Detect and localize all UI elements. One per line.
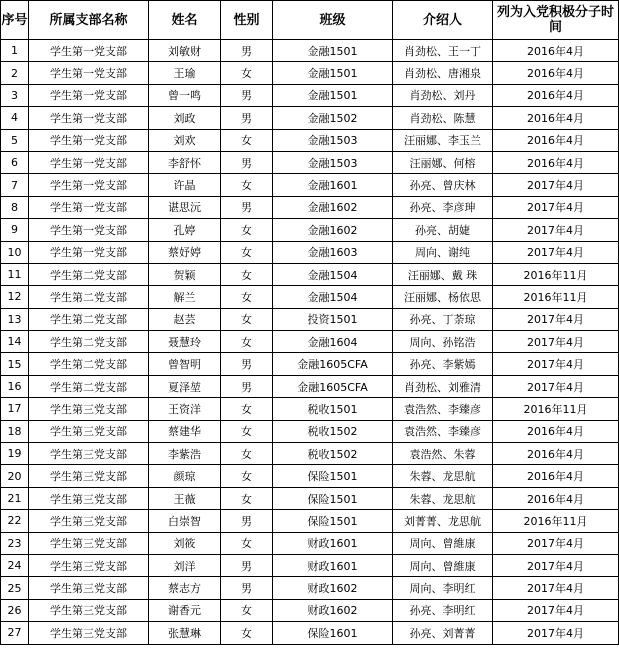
- cell-class: 金融1603: [273, 241, 393, 263]
- table-row: [1, 219, 619, 241]
- cell-branch: 学生第一党支部: [29, 196, 149, 218]
- cell-introducer: 周向、谢纯: [393, 241, 493, 263]
- cell-index: 22: [1, 510, 29, 532]
- cell-class: 金融1502: [273, 107, 393, 129]
- cell-index: 11: [1, 263, 29, 285]
- table-row: [1, 375, 619, 397]
- cell-branch: 学生第二党支部: [29, 375, 149, 397]
- cell-date: 2017年4月: [493, 554, 619, 576]
- cell-introducer: 周向、李明红: [393, 577, 493, 599]
- cell-date: 2016年4月: [493, 129, 619, 151]
- cell-index: 17: [1, 398, 29, 420]
- cell-class: 财政1601: [273, 554, 393, 576]
- cell-index: 9: [1, 219, 29, 241]
- table-row: [1, 40, 619, 62]
- header-class: 班级: [273, 1, 393, 40]
- cell-class: 税收1502: [273, 420, 393, 442]
- cell-branch: 学生第二党支部: [29, 331, 149, 353]
- table-row: [1, 532, 619, 554]
- table-row: [1, 62, 619, 84]
- cell-name: 李舒怀: [149, 151, 221, 173]
- cell-gender: 女: [221, 331, 273, 353]
- header-index: 序号: [1, 1, 29, 40]
- cell-branch: 学生第三党支部: [29, 443, 149, 465]
- cell-introducer: 汪丽娜、何榕: [393, 151, 493, 173]
- cell-gender: 男: [221, 196, 273, 218]
- cell-branch: 学生第一党支部: [29, 241, 149, 263]
- cell-date: 2017年4月: [493, 622, 619, 644]
- cell-date: 2017年4月: [493, 375, 619, 397]
- table-row: [1, 331, 619, 353]
- cell-class: 保险1501: [273, 510, 393, 532]
- cell-introducer: 周向、曾維康: [393, 532, 493, 554]
- cell-branch: 学生第二党支部: [29, 286, 149, 308]
- table-row: [1, 129, 619, 151]
- table-row: [1, 443, 619, 465]
- header-branch: 所属支部名称: [29, 1, 149, 40]
- cell-gender: 女: [221, 308, 273, 330]
- cell-index: 21: [1, 487, 29, 509]
- cell-class: 金融1605CFA: [273, 375, 393, 397]
- cell-introducer: 汪丽娜、戴 珠: [393, 263, 493, 285]
- cell-introducer: 肖劲松、刘雅清: [393, 375, 493, 397]
- table-body: [1, 40, 619, 645]
- cell-date: 2016年11月: [493, 286, 619, 308]
- cell-index: 16: [1, 375, 29, 397]
- cell-index: 1: [1, 40, 29, 62]
- header-introducer: 介绍人: [393, 1, 493, 40]
- cell-name: 谢香元: [149, 599, 221, 621]
- cell-name: 蔡建华: [149, 420, 221, 442]
- cell-branch: 学生第二党支部: [29, 353, 149, 375]
- table-row: [1, 196, 619, 218]
- cell-date: 2016年4月: [493, 151, 619, 173]
- table-header: [1, 1, 619, 40]
- table-row: [1, 84, 619, 106]
- cell-gender: 女: [221, 286, 273, 308]
- cell-class: 财政1602: [273, 577, 393, 599]
- cell-date: 2016年4月: [493, 487, 619, 509]
- cell-date: 2017年4月: [493, 196, 619, 218]
- cell-class: 金融1501: [273, 40, 393, 62]
- cell-name: 白崇智: [149, 510, 221, 532]
- cell-branch: 学生第三党支部: [29, 622, 149, 644]
- cell-branch: 学生第三党支部: [29, 510, 149, 532]
- cell-class: 税收1502: [273, 443, 393, 465]
- cell-index: 27: [1, 622, 29, 644]
- cell-name: 王薇: [149, 487, 221, 509]
- cell-branch: 学生第三党支部: [29, 465, 149, 487]
- cell-name: 曾智明: [149, 353, 221, 375]
- cell-introducer: 汪丽娜、李玉兰: [393, 129, 493, 151]
- cell-name: 李紫浩: [149, 443, 221, 465]
- cell-date: 2017年4月: [493, 532, 619, 554]
- cell-introducer: 肖劲松、唐湘泉: [393, 62, 493, 84]
- cell-gender: 女: [221, 443, 273, 465]
- table-row: [1, 174, 619, 196]
- table-row: [1, 554, 619, 576]
- cell-gender: 男: [221, 107, 273, 129]
- cell-introducer: 汪丽娜、杨依思: [393, 286, 493, 308]
- cell-class: 金融1504: [273, 286, 393, 308]
- cell-introducer: 袁浩然、李臻彦: [393, 398, 493, 420]
- cell-name: 蔡妤婷: [149, 241, 221, 263]
- cell-date: 2016年11月: [493, 263, 619, 285]
- cell-gender: 女: [221, 62, 273, 84]
- cell-gender: 女: [221, 219, 273, 241]
- cell-index: 2: [1, 62, 29, 84]
- cell-index: 24: [1, 554, 29, 576]
- cell-branch: 学生第三党支部: [29, 420, 149, 442]
- cell-class: 保险1501: [273, 465, 393, 487]
- cell-branch: 学生第三党支部: [29, 532, 149, 554]
- cell-introducer: 朱蓉、龙思航: [393, 465, 493, 487]
- table-row: [1, 263, 619, 285]
- cell-branch: 学生第二党支部: [29, 263, 149, 285]
- cell-class: 金融1605CFA: [273, 353, 393, 375]
- cell-introducer: 孙亮、胡婕: [393, 219, 493, 241]
- table-row: [1, 487, 619, 509]
- cell-index: 23: [1, 532, 29, 554]
- cell-index: 7: [1, 174, 29, 196]
- cell-introducer: 肖劲松、刘丹: [393, 84, 493, 106]
- cell-class: 金融1602: [273, 196, 393, 218]
- table-row: [1, 151, 619, 173]
- cell-class: 投资1501: [273, 308, 393, 330]
- cell-name: 许晶: [149, 174, 221, 196]
- cell-introducer: 肖劲松、王一丁: [393, 40, 493, 62]
- cell-date: 2017年4月: [493, 174, 619, 196]
- cell-index: 14: [1, 331, 29, 353]
- cell-introducer: 孙亮、刘菁菁: [393, 622, 493, 644]
- cell-introducer: 孙亮、李紫嫣: [393, 353, 493, 375]
- cell-index: 12: [1, 286, 29, 308]
- cell-date: 2016年4月: [493, 62, 619, 84]
- cell-class: 金融1602: [273, 219, 393, 241]
- cell-gender: 男: [221, 375, 273, 397]
- cell-index: 26: [1, 599, 29, 621]
- cell-class: 金融1503: [273, 151, 393, 173]
- cell-index: 25: [1, 577, 29, 599]
- cell-index: 10: [1, 241, 29, 263]
- cell-branch: 学生第一党支部: [29, 84, 149, 106]
- cell-date: 2017年4月: [493, 308, 619, 330]
- cell-name: 刘敏财: [149, 40, 221, 62]
- cell-branch: 学生第二党支部: [29, 308, 149, 330]
- cell-class: 金融1503: [273, 129, 393, 151]
- cell-date: 2017年4月: [493, 599, 619, 621]
- cell-branch: 学生第一党支部: [29, 129, 149, 151]
- cell-index: 4: [1, 107, 29, 129]
- table-row: [1, 599, 619, 621]
- cell-name: 张慧琳: [149, 622, 221, 644]
- cell-introducer: 肖劲松、陈慧: [393, 107, 493, 129]
- cell-name: 刘政: [149, 107, 221, 129]
- cell-index: 19: [1, 443, 29, 465]
- table-row: [1, 622, 619, 644]
- cell-name: 颜琼: [149, 465, 221, 487]
- cell-index: 18: [1, 420, 29, 442]
- cell-introducer: 刘菁菁、龙思航: [393, 510, 493, 532]
- cell-name: 孔婷: [149, 219, 221, 241]
- cell-introducer: 周向、曾維康: [393, 554, 493, 576]
- cell-index: 20: [1, 465, 29, 487]
- table-row: [1, 286, 619, 308]
- cell-introducer: 朱蓉、龙思航: [393, 487, 493, 509]
- header-date: 列为入党积极分子时间: [493, 1, 619, 40]
- cell-gender: 男: [221, 510, 273, 532]
- table-row: [1, 420, 619, 442]
- cell-gender: 男: [221, 554, 273, 576]
- cell-branch: 学生第一党支部: [29, 219, 149, 241]
- cell-class: 税收1501: [273, 398, 393, 420]
- cell-index: 8: [1, 196, 29, 218]
- cell-branch: 学生第三党支部: [29, 487, 149, 509]
- cell-gender: 男: [221, 577, 273, 599]
- cell-index: 5: [1, 129, 29, 151]
- cell-gender: 女: [221, 174, 273, 196]
- cell-name: 蔡志方: [149, 577, 221, 599]
- cell-name: 刘洋: [149, 554, 221, 576]
- cell-date: 2017年4月: [493, 241, 619, 263]
- cell-gender: 女: [221, 465, 273, 487]
- cell-name: 王瑜: [149, 62, 221, 84]
- cell-branch: 学生第一党支部: [29, 62, 149, 84]
- cell-date: 2017年4月: [493, 331, 619, 353]
- cell-name: 谌思沅: [149, 196, 221, 218]
- cell-introducer: 孙亮、李明红: [393, 599, 493, 621]
- cell-gender: 女: [221, 532, 273, 554]
- cell-branch: 学生第三党支部: [29, 554, 149, 576]
- cell-date: 2016年4月: [493, 84, 619, 106]
- cell-class: 保险1501: [273, 487, 393, 509]
- cell-branch: 学生第一党支部: [29, 151, 149, 173]
- cell-gender: 男: [221, 84, 273, 106]
- table-row: [1, 465, 619, 487]
- cell-name: 赵芸: [149, 308, 221, 330]
- cell-name: 曾一鸣: [149, 84, 221, 106]
- cell-index: 15: [1, 353, 29, 375]
- cell-gender: 女: [221, 622, 273, 644]
- cell-class: 金融1501: [273, 84, 393, 106]
- cell-introducer: 孙亮、曾庆林: [393, 174, 493, 196]
- cell-date: 2016年4月: [493, 40, 619, 62]
- cell-class: 保险1601: [273, 622, 393, 644]
- cell-name: 解兰: [149, 286, 221, 308]
- cell-branch: 学生第一党支部: [29, 174, 149, 196]
- cell-date: 2017年4月: [493, 577, 619, 599]
- cell-class: 金融1501: [273, 62, 393, 84]
- cell-index: 13: [1, 308, 29, 330]
- cell-branch: 学生第三党支部: [29, 599, 149, 621]
- cell-date: 2016年4月: [493, 443, 619, 465]
- cell-class: 金融1601: [273, 174, 393, 196]
- cell-name: 王资洋: [149, 398, 221, 420]
- cell-name: 贺颖: [149, 263, 221, 285]
- cell-date: 2016年4月: [493, 465, 619, 487]
- cell-class: 金融1604: [273, 331, 393, 353]
- cell-introducer: 孙亮、李彦珅: [393, 196, 493, 218]
- cell-date: 2017年4月: [493, 219, 619, 241]
- cell-name: 夏泽堃: [149, 375, 221, 397]
- cell-name: 刘欢: [149, 129, 221, 151]
- cell-gender: 女: [221, 420, 273, 442]
- cell-gender: 男: [221, 40, 273, 62]
- cell-index: 3: [1, 84, 29, 106]
- cell-gender: 女: [221, 263, 273, 285]
- cell-name: 聂慧玲: [149, 331, 221, 353]
- table-row: [1, 353, 619, 375]
- header-gender: 性别: [221, 1, 273, 40]
- cell-gender: 女: [221, 241, 273, 263]
- cell-gender: 女: [221, 487, 273, 509]
- table-row: [1, 308, 619, 330]
- header-row: [1, 1, 619, 40]
- table-row: [1, 510, 619, 532]
- cell-date: 2016年4月: [493, 107, 619, 129]
- cell-date: 2016年4月: [493, 420, 619, 442]
- table-row: [1, 577, 619, 599]
- header-name: 姓名: [149, 1, 221, 40]
- cell-introducer: 周向、孙铭浩: [393, 331, 493, 353]
- cell-class: 财政1601: [273, 532, 393, 554]
- cell-class: 金融1504: [273, 263, 393, 285]
- cell-date: 2016年11月: [493, 398, 619, 420]
- cell-date: 2016年11月: [493, 510, 619, 532]
- table-row: [1, 241, 619, 263]
- cell-introducer: 袁浩然、朱蓉: [393, 443, 493, 465]
- cell-branch: 学生第三党支部: [29, 577, 149, 599]
- cell-gender: 男: [221, 151, 273, 173]
- cell-class: 财政1602: [273, 599, 393, 621]
- cell-name: 刘筱: [149, 532, 221, 554]
- cell-gender: 男: [221, 353, 273, 375]
- cell-gender: 女: [221, 599, 273, 621]
- cell-introducer: 孙亮、丁荼琼: [393, 308, 493, 330]
- cell-branch: 学生第一党支部: [29, 40, 149, 62]
- cell-gender: 女: [221, 398, 273, 420]
- cell-date: 2017年4月: [493, 353, 619, 375]
- cell-index: 6: [1, 151, 29, 173]
- table-row: [1, 398, 619, 420]
- cell-introducer: 袁浩然、李臻彦: [393, 420, 493, 442]
- cell-branch: 学生第一党支部: [29, 107, 149, 129]
- cell-branch: 学生第三党支部: [29, 398, 149, 420]
- cell-gender: 女: [221, 129, 273, 151]
- table-row: [1, 107, 619, 129]
